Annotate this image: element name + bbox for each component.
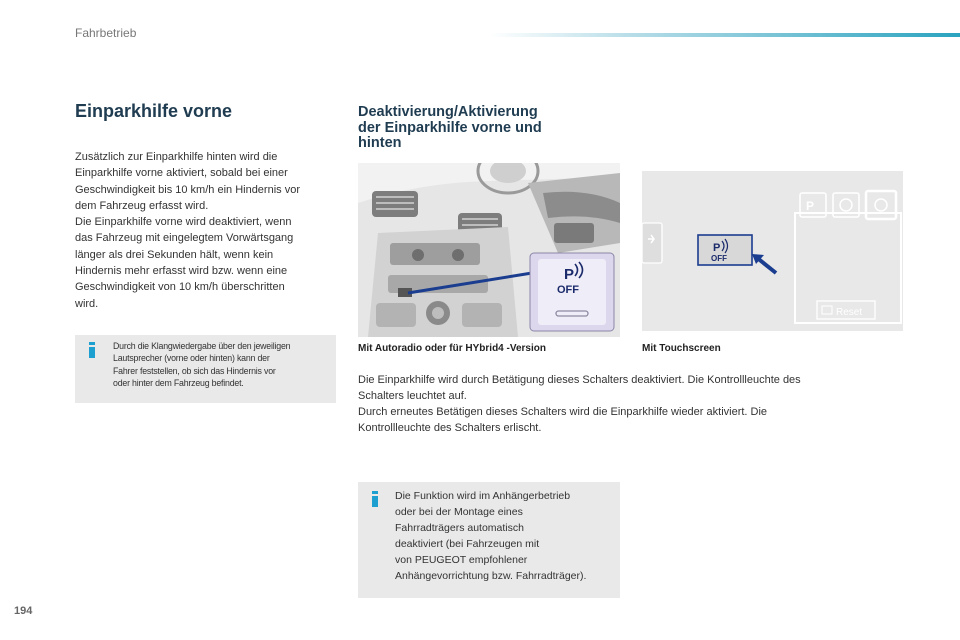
header-accent-bar: [490, 33, 960, 37]
text-line: Die Einparkhilfe wird durch Betätigung dieses Schalters deaktiviert. Die Kontrollleuchte des: [358, 374, 801, 386]
text-line: Zusätzlich zur Einparkhilfe hinten wird die: [75, 151, 278, 163]
text-line: länger als drei Sekunden hält, wenn kein: [75, 248, 274, 261]
switch-paragraph: [358, 372, 878, 436]
info-icon: [89, 342, 95, 358]
dashboard-illustration: [358, 163, 620, 337]
touch-p-label: P: [713, 242, 721, 254]
text-line: oder bei der Montage eines: [395, 506, 523, 518]
caption-touchscreen: Mit Touchscreen: [642, 343, 721, 354]
text-line: deaktiviert (bei Fahrzeugen mit: [395, 538, 540, 550]
switch-p-label: P: [564, 266, 575, 283]
text-line: dem Fahrzeug erfasst wird.: [75, 199, 209, 212]
text-line: Geschwindigkeit bis 10 km/h ein Hindernis vor: [75, 183, 300, 196]
svg-text:P: P: [806, 199, 815, 213]
text-line: Kontrollleuchte des Schalters erlischt.: [358, 422, 542, 434]
text-line: Geschwindigkeit von 10 km/h überschritten: [75, 281, 285, 294]
subtitle-line: der Einparkhilfe vorne und: [358, 119, 542, 136]
text-line: Hindernis mehr erfasst wird bzw. wenn eine: [75, 265, 288, 278]
touchscreen-graphic: [642, 171, 903, 331]
text-line: Die Funktion wird im Anhängerbetrieb: [395, 490, 571, 502]
info-note-trailer: [358, 482, 620, 598]
text-line: oder hinter dem Fahrzeug befindet.: [113, 377, 244, 388]
page-title: Einparkhilfe vorne: [75, 101, 233, 121]
intro-paragraph: [75, 149, 340, 312]
text-line: Fahrradträgers automatisch: [395, 522, 524, 534]
touchscreen-illustration: [642, 171, 903, 331]
section-subtitle: [358, 105, 598, 152]
reset-label: Reset: [836, 307, 863, 318]
switch-off-label: OFF: [557, 284, 579, 296]
section-label: Fahrbetrieb: [75, 26, 137, 40]
page-number: 194: [14, 605, 33, 617]
text-line: Schalters leuchtet auf.: [358, 390, 467, 402]
subtitle-line: Deaktivierung/Aktivierung: [358, 104, 538, 120]
text-line: Die Einparkhilfe vorne wird deaktiviert, wenn: [75, 216, 292, 229]
text-line: Fahrer feststellen, ob sich das Hindernis vor: [113, 365, 276, 376]
dashboard-photo: [358, 163, 620, 337]
info-icon: [372, 491, 378, 507]
text-line: von PEUGEOT empfohlener: [395, 554, 528, 566]
text-line: Einparkhilfe vorne aktiviert, sobald bei einer: [75, 167, 288, 180]
text-line: Anhängevorrichtung bzw. Fahrradträger).: [395, 570, 587, 582]
caption-autoradio: Mit Autoradio oder für HYbrid4 -Version: [358, 343, 546, 354]
info-note-text: [113, 340, 331, 389]
text-line: Durch erneutes Betätigen dieses Schalters wird die Einparkhilfe wieder aktiviert. Die: [358, 406, 768, 418]
touch-off-label: OFF: [711, 254, 727, 263]
text-line: Durch die Klangwiedergabe über den jeweiligen: [113, 341, 291, 351]
info-note-text: [395, 488, 615, 584]
subtitle-line: hinten: [358, 135, 402, 152]
text-line: das Fahrzeug mit eingelegtem Vorwärtsgang: [75, 232, 294, 245]
info-note-sound: [75, 335, 336, 403]
text-line: wird.: [75, 297, 99, 310]
text-line: Lautsprecher (vorne oder hinten) kann der: [113, 353, 270, 364]
